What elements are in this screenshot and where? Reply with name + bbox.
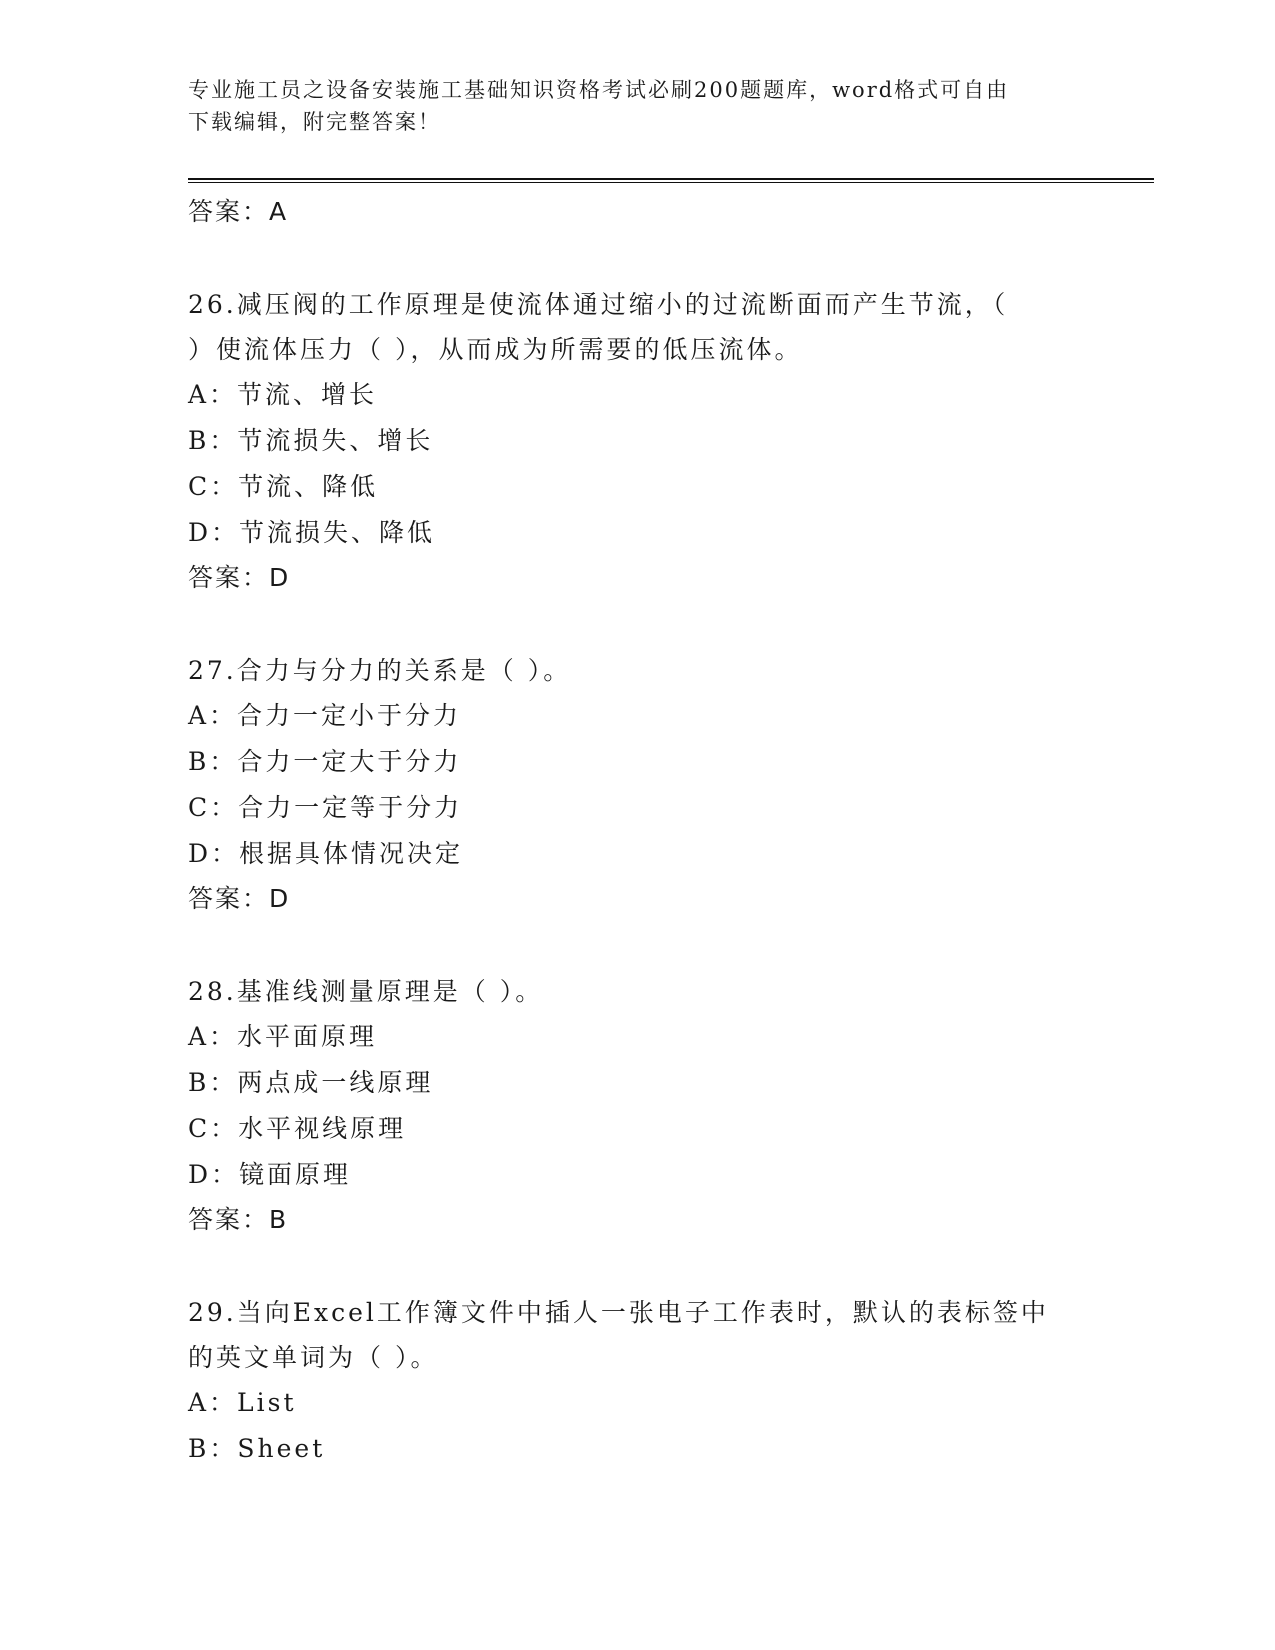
question-27 bbox=[188, 648, 1088, 921]
question-29 bbox=[188, 1290, 1088, 1472]
answer-label: 答案： bbox=[188, 563, 270, 592]
question-answer bbox=[188, 556, 1088, 600]
option-a: A：合力一定小于分力 bbox=[188, 701, 462, 730]
option-c: C：合力一定等于分力 bbox=[188, 793, 463, 822]
option-b: B：两点成一线原理 bbox=[188, 1068, 434, 1097]
question-text-line: 28.基准线测量原理是（ ）。 bbox=[188, 977, 544, 1006]
question-28 bbox=[188, 969, 1088, 1242]
question-text-line: 29.当向Excel工作簿文件中插人一张电子工作表时，默认的表标签中 bbox=[188, 1298, 1049, 1327]
option-b: B：节流损失、增长 bbox=[188, 426, 434, 455]
answer-label: 答案： bbox=[188, 197, 270, 226]
option-a: A：水平面原理 bbox=[188, 1022, 378, 1051]
page-header bbox=[188, 74, 1068, 138]
answer-value: D bbox=[269, 563, 291, 592]
answer-label: 答案： bbox=[188, 1205, 270, 1234]
header-line-1: 专业施工员之设备安装施工基础知识资格考试必刷200题题库，word格式可自由 bbox=[188, 78, 1010, 102]
header-line-2: 下载编辑，附完整答案！ bbox=[188, 110, 441, 134]
answer-value: A bbox=[269, 197, 289, 226]
option-b: B：合力一定大于分力 bbox=[188, 747, 462, 776]
question-text-line: 27.合力与分力的关系是（ ）。 bbox=[188, 656, 572, 685]
option-c: C：节流、降低 bbox=[188, 472, 379, 501]
question-text-line: ）使流体压力（ ），从而成为所需要的低压流体。 bbox=[188, 335, 803, 364]
header-rule-thin bbox=[188, 182, 1154, 183]
question-text-line: 的英文单词为（ ）。 bbox=[188, 1343, 439, 1372]
option-d: D：节流损失、降低 bbox=[188, 518, 436, 547]
question-text-line: 26.减压阀的工作原理是使流体通过缩小的过流断面而产生节流，（ bbox=[188, 290, 1009, 319]
option-a: A：节流、增长 bbox=[188, 380, 378, 409]
option-a: A：List bbox=[188, 1388, 297, 1417]
question-26 bbox=[188, 282, 1088, 600]
question-answer bbox=[188, 1198, 1088, 1242]
question-list bbox=[188, 190, 1088, 1472]
option-c: C：水平视线原理 bbox=[188, 1114, 407, 1143]
previous-answer bbox=[188, 190, 1088, 234]
header-rule-thick bbox=[188, 178, 1154, 180]
option-b: B：Sheet bbox=[188, 1434, 326, 1463]
answer-value: D bbox=[269, 884, 291, 913]
option-d: D：镜面原理 bbox=[188, 1160, 352, 1189]
question-answer bbox=[188, 877, 1088, 921]
answer-value: B bbox=[269, 1205, 289, 1234]
answer-label: 答案： bbox=[188, 884, 270, 913]
option-d: D：根据具体情况决定 bbox=[188, 839, 464, 868]
